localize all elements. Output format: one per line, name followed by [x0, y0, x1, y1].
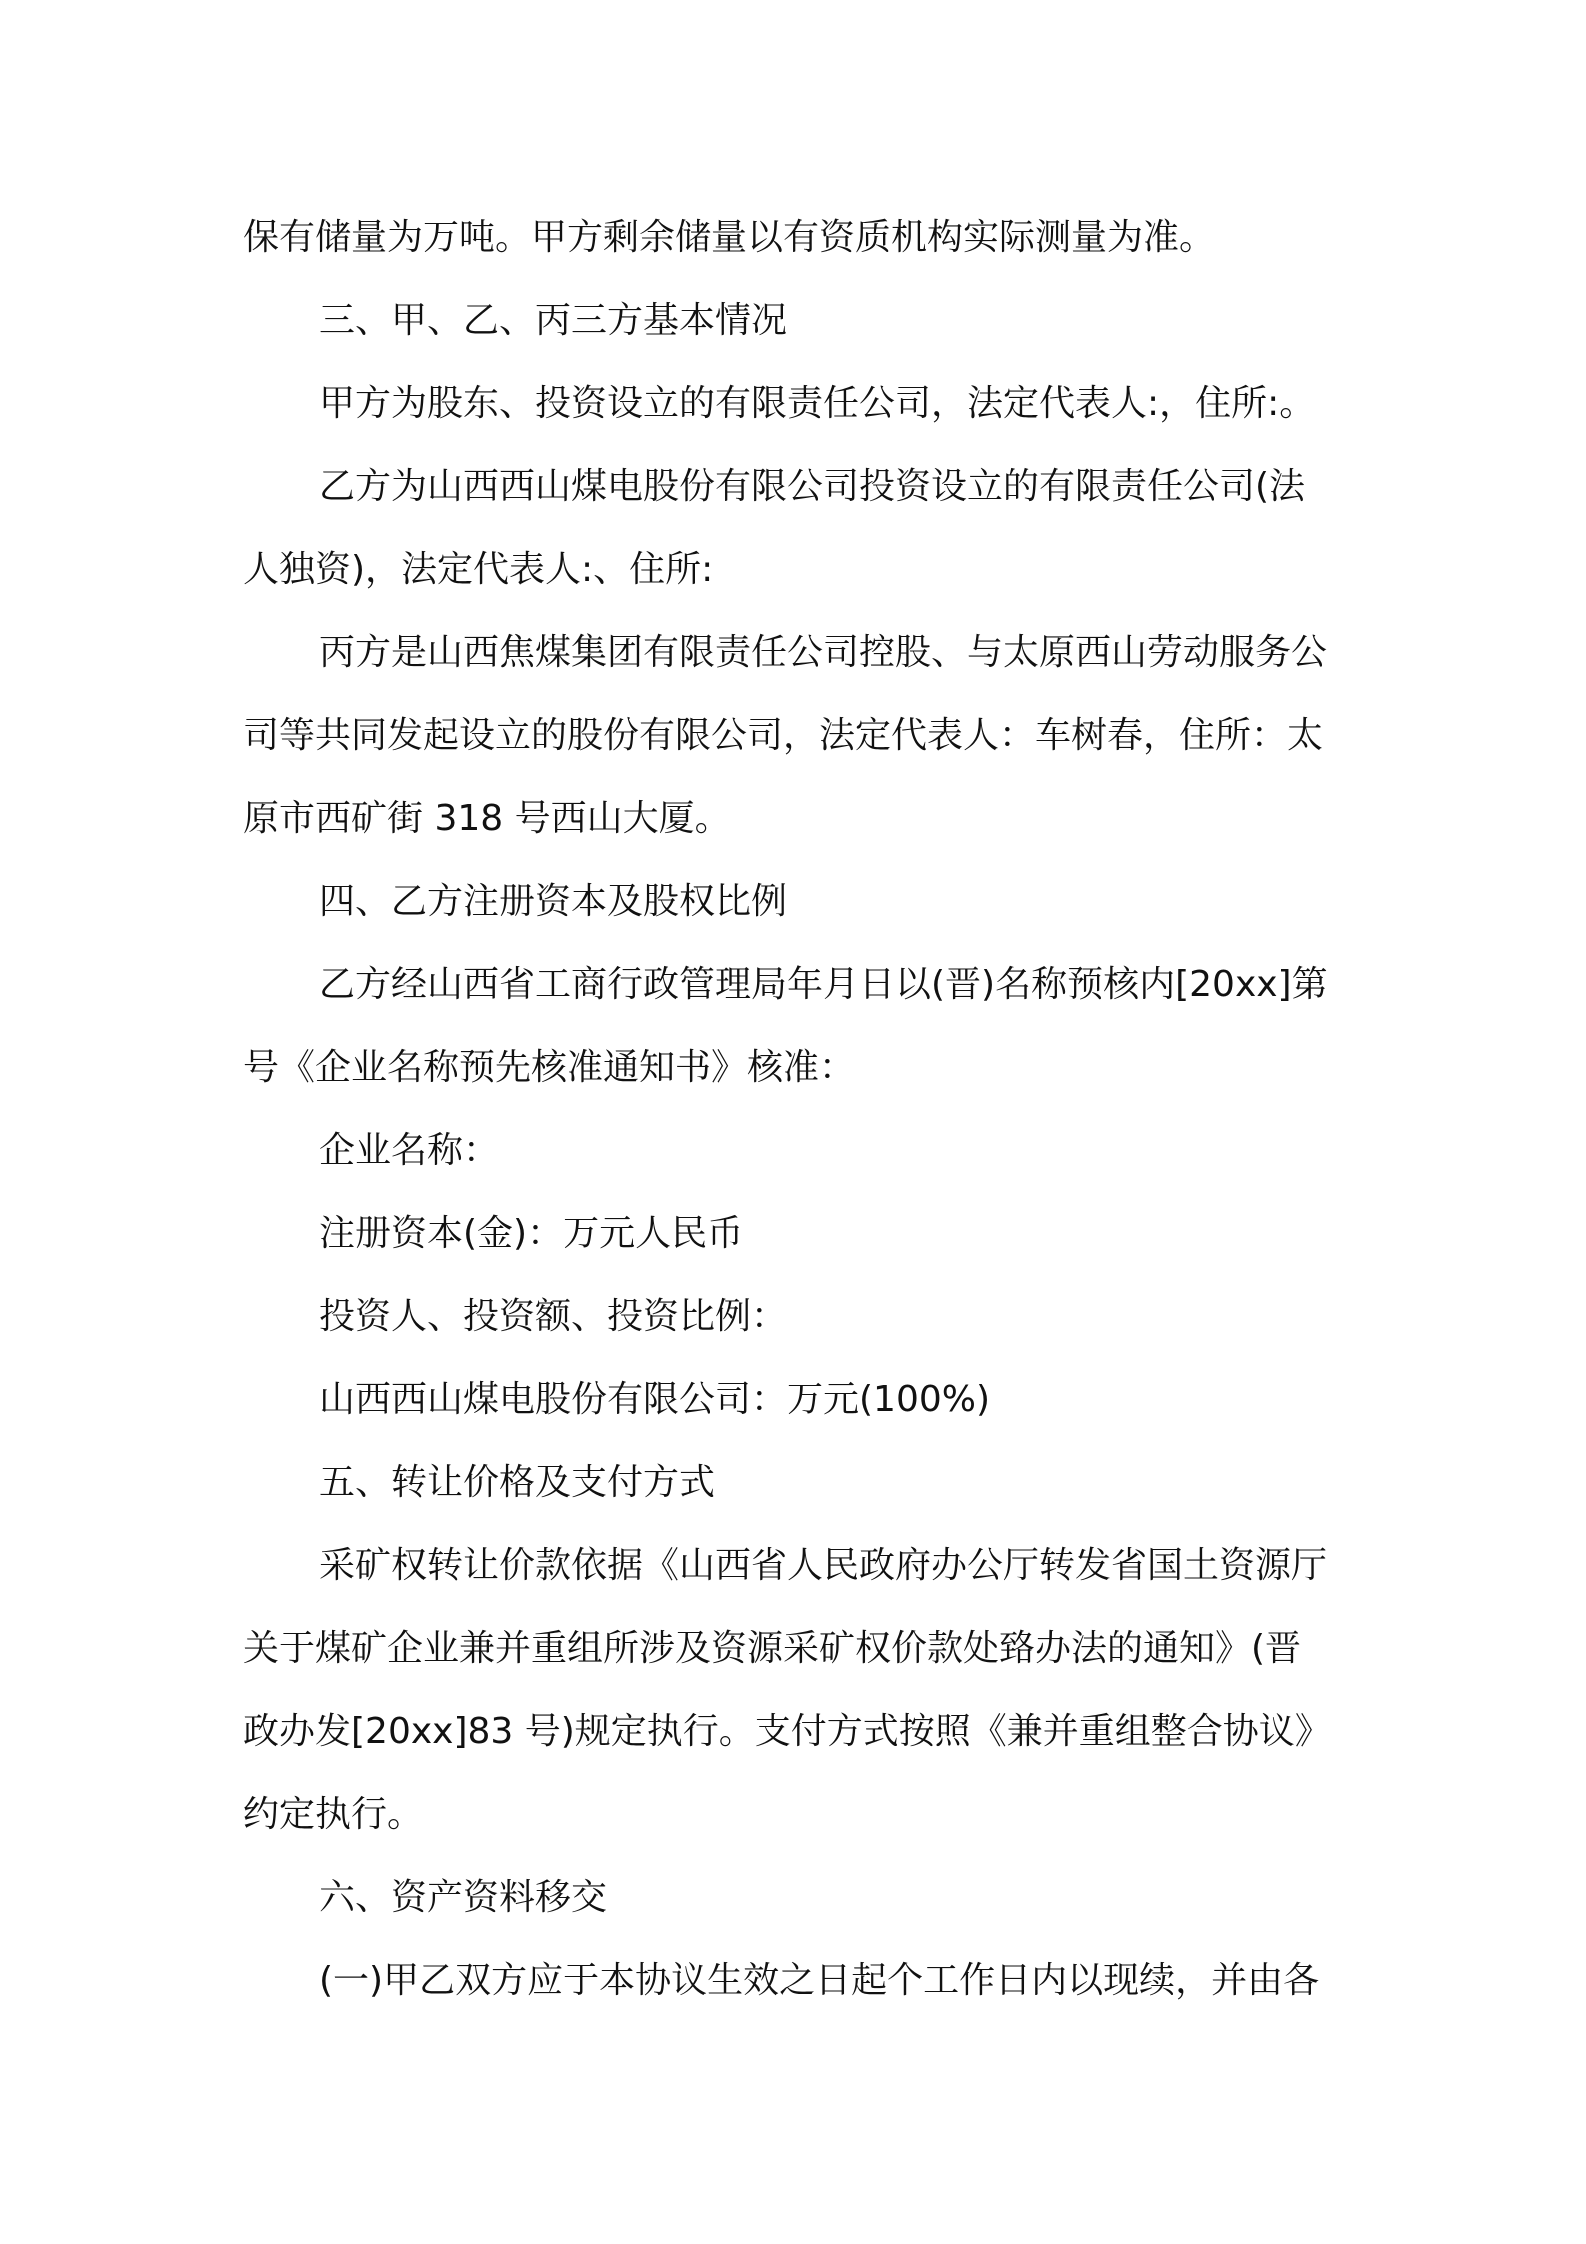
- section-heading: 四、乙方注册资本及股权比例: [319, 881, 788, 922]
- body-line: 关于煤矿企业兼并重组所涉及资源采矿权价款处臵办法的通知》(晋: [243, 1628, 1302, 1669]
- body-line: 山西西山煤电股份有限公司：万元(100%): [319, 1379, 991, 1420]
- section-heading: 三、甲、乙、丙三方基本情况: [319, 300, 788, 341]
- body-line: 甲方为股东、投资设立的有限责任公司，法定代表人:，住所:。: [319, 383, 1316, 424]
- section-heading: 五、转让价格及支付方式: [319, 1462, 716, 1503]
- body-line: 原市西矿街 318 号西山大厦。: [243, 798, 731, 839]
- body-line: 乙方经山西省工商行政管理局年月日以(晋)名称预核内[20xx]第: [319, 964, 1328, 1005]
- body-line: 企业名称：: [319, 1130, 500, 1171]
- body-line: 号《企业名称预先核准通知书》核准：: [243, 1047, 856, 1088]
- body-line: 约定执行。: [243, 1794, 424, 1835]
- document-body: [243, 196, 1365, 2022]
- body-line: 乙方为山西西山煤电股份有限公司投资设立的有限责任公司(法: [319, 466, 1306, 507]
- body-line: 政办发[20xx]83 号)规定执行。支付方式按照《兼并重组整合协议》: [243, 1711, 1331, 1752]
- body-line: 采矿权转让价款依据《山西省人民政府办公厅转发省国土资源厅: [319, 1545, 1328, 1586]
- body-line: 注册资本(金)：万元人民币: [319, 1213, 744, 1254]
- body-line: 司等共同发起设立的股份有限公司，法定代表人：车树春，住所：太: [243, 715, 1324, 756]
- body-line: 保有储量为万吨。甲方剩余储量以有资质机构实际测量为准。: [243, 217, 1216, 258]
- section-heading: 六、资产资料移交: [319, 1877, 608, 1918]
- body-line: 人独资)，法定代表人:、住所:: [243, 549, 714, 590]
- body-line: 丙方是山西焦煤集团有限责任公司控股、与太原西山劳动服务公: [319, 632, 1328, 673]
- body-line: (一)甲乙双方应于本协议生效之日起个工作日内以现续，并由各: [319, 1960, 1320, 2001]
- body-line: 投资人、投资额、投资比例：: [319, 1296, 788, 1337]
